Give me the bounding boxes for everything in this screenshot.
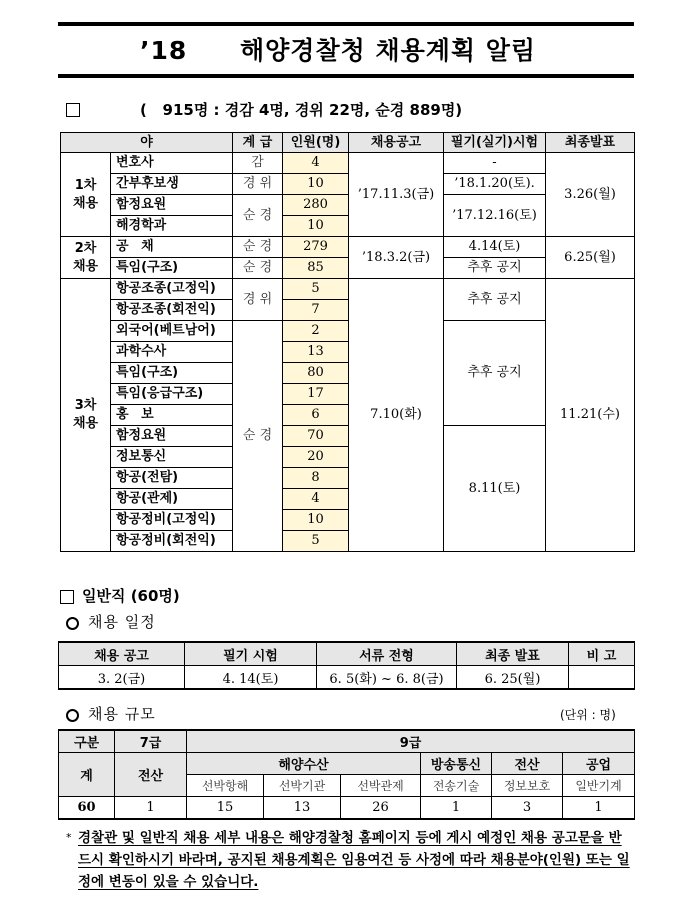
count-cell: 10	[283, 174, 349, 195]
rank-cell: 순 경	[233, 258, 283, 279]
count-cell: 7	[283, 300, 349, 321]
schedule-table	[58, 641, 635, 690]
officer-recruitment-table	[60, 132, 635, 552]
field-cell: 공 채	[111, 237, 233, 258]
bullet-circle-icon	[66, 709, 79, 722]
scale-subheading: 채용 규모	[88, 705, 156, 723]
exam-cell: 4.14(토)	[444, 237, 546, 258]
count-cell: 8	[283, 468, 349, 489]
col-header-notice: 채용공고	[349, 133, 444, 153]
field-cell: 과학수사	[111, 342, 233, 363]
sub-header: 선박관제	[341, 775, 421, 797]
rank-cell: 순 경	[233, 321, 283, 552]
notice-cell: ’17.11.3(금)	[349, 153, 444, 237]
col-header: 비 고	[569, 642, 635, 666]
section1-heading: ( 915명 : 경감 4명, 경위 22명, 순경 889명)	[140, 101, 463, 119]
col-header: 최종 발표	[457, 642, 569, 666]
field-cell: 간부후보생	[111, 174, 233, 195]
value-cell: 1	[115, 797, 187, 820]
count-cell: 10	[283, 216, 349, 237]
sub-header: 선박기관	[264, 775, 341, 797]
rank-cell: 경 위	[233, 174, 283, 195]
page-title	[58, 30, 634, 72]
field-cell: 외국어(베트남어)	[111, 321, 233, 342]
field-cell: 항공(관제)	[111, 489, 233, 510]
count-cell: 85	[283, 258, 349, 279]
count-cell: 279	[283, 237, 349, 258]
schedule-cell: 4. 14(토)	[185, 666, 317, 690]
footnote-text: 경찰관 및 일반직 채용 세부 내용은 해양경찰청 홈페이지 등에 게시 예정인 채용 공고문을 반드시 확인하시기 바라며, 공지된 채용계획은 임용여건 등 사정에 따라 채용분야(인원) 또는 일정에 변동이 있을 수 있습니다.	[78, 830, 630, 890]
sub-header: 선박항해	[187, 775, 264, 797]
table-header-row	[59, 730, 635, 753]
field-cell: 변호사	[111, 153, 233, 174]
value-cell: 26	[341, 797, 421, 820]
value-cell: 1	[563, 797, 635, 820]
value-cell: 1	[421, 797, 492, 820]
value-cell: 15	[187, 797, 264, 820]
section-checkbox-icon	[60, 590, 74, 604]
footnote	[66, 827, 634, 893]
col-header: 채용 공고	[59, 642, 185, 666]
schedule-subheading: 채용 일정	[88, 613, 156, 631]
scale-table	[58, 729, 635, 820]
group-computer: 전산	[492, 753, 563, 775]
count-cell: 80	[283, 363, 349, 384]
total-cell: 60	[59, 797, 115, 820]
sub-header: 정보보호	[492, 775, 563, 797]
section-checkbox-icon	[66, 103, 80, 117]
unit-label: (단위 : 명)	[560, 708, 616, 722]
row-header-total: 계	[59, 753, 115, 797]
notice-cell: ’18.3.2(금)	[349, 237, 444, 279]
field-cell: 함정요원	[111, 195, 233, 216]
field-cell: 항공조종(회전익)	[111, 300, 233, 321]
col-header-field: 야	[61, 133, 233, 153]
group-3-label: 3차 채용	[61, 279, 111, 552]
col-header-exam: 필기(실기)시험	[444, 133, 546, 153]
schedule-cell: 6. 25(월)	[457, 666, 569, 690]
final-cell: 6.25(월)	[546, 237, 635, 279]
count-cell: 20	[283, 447, 349, 468]
grade7-field: 전산	[115, 753, 187, 797]
notice-cell: 7.10(화)	[349, 279, 444, 552]
field-cell: 항공정비(회전익)	[111, 531, 233, 552]
sub-header: 전송기술	[421, 775, 492, 797]
table-row	[61, 237, 635, 258]
title-text: 해양경찰청 채용계획 알림	[240, 36, 537, 65]
field-cell: 해경학과	[111, 216, 233, 237]
exam-cell: 추후 공지	[444, 258, 546, 279]
final-cell: 3.26(월)	[546, 153, 635, 237]
count-cell: 4	[283, 489, 349, 510]
field-cell: 함정요원	[111, 426, 233, 447]
field-cell: 특임(응급구조)	[111, 384, 233, 405]
group-2-label: 2차 채용	[61, 237, 111, 279]
group-marine: 해양수산	[187, 753, 421, 775]
exam-cell: ’18.1.20(토).	[444, 174, 546, 195]
count-cell: 280	[283, 195, 349, 216]
count-cell: 10	[283, 510, 349, 531]
col-header-final: 최종발표	[546, 133, 635, 153]
exam-cell: -	[444, 153, 546, 174]
group-broadcast: 방송통신	[421, 753, 492, 775]
title-top-rule	[58, 22, 634, 26]
rank-cell: 경 위	[233, 279, 283, 321]
exam-cell: 추후 공지	[444, 279, 546, 321]
title-bottom-rule	[58, 74, 634, 78]
count-cell: 5	[283, 279, 349, 300]
rank-cell: 순 경	[233, 195, 283, 237]
field-cell: 홍 보	[111, 405, 233, 426]
count-cell: 5	[283, 531, 349, 552]
count-cell: 13	[283, 342, 349, 363]
field-cell: 정보통신	[111, 447, 233, 468]
table-header-row	[61, 133, 635, 153]
col-header-grade7: 7급	[115, 730, 187, 753]
count-cell: 2	[283, 321, 349, 342]
count-cell: 6	[283, 405, 349, 426]
final-cell: 11.21(수)	[546, 279, 635, 552]
table-row	[61, 153, 635, 174]
sub-header: 일반기계	[563, 775, 635, 797]
schedule-cell: 6. 5(화) ~ 6. 8(금)	[317, 666, 457, 690]
rank-cell: 순 경	[233, 237, 283, 258]
footnote-star: *	[66, 831, 72, 844]
section2-heading: 일반직 (60명)	[82, 587, 180, 605]
col-header-group: 구분	[59, 730, 115, 753]
count-cell: 17	[283, 384, 349, 405]
group-industry: 공업	[563, 753, 635, 775]
field-cell: 특임(구조)	[111, 258, 233, 279]
schedule-cell	[569, 666, 635, 690]
col-header-count: 인원(명)	[283, 133, 349, 153]
exam-cell: 추후 공지	[444, 321, 546, 426]
value-cell: 3	[492, 797, 563, 820]
table-row	[61, 279, 635, 300]
bullet-circle-icon	[66, 617, 79, 630]
count-cell: 70	[283, 426, 349, 447]
value-cell: 13	[264, 797, 341, 820]
field-cell: 항공(전탐)	[111, 468, 233, 489]
table-header-row	[59, 753, 635, 775]
col-header: 서류 전형	[317, 642, 457, 666]
field-cell: 항공정비(고정익)	[111, 510, 233, 531]
col-header: 필기 시험	[185, 642, 317, 666]
schedule-cell: 3. 2(금)	[59, 666, 185, 690]
col-header-rank: 계 급	[233, 133, 283, 153]
col-header-grade9: 9급	[187, 730, 635, 753]
table-row	[59, 666, 635, 690]
field-cell: 특임(구조)	[111, 363, 233, 384]
field-cell: 항공조종(고정익)	[111, 279, 233, 300]
exam-cell: 8.11(토)	[444, 426, 546, 552]
count-cell: 4	[283, 153, 349, 174]
group-1-label: 1차 채용	[61, 153, 111, 237]
table-header-row	[59, 642, 635, 666]
title-year: ’18	[140, 36, 188, 65]
table-row	[59, 797, 635, 820]
rank-cell: 감	[233, 153, 283, 174]
exam-cell: ’17.12.16(토)	[444, 195, 546, 237]
